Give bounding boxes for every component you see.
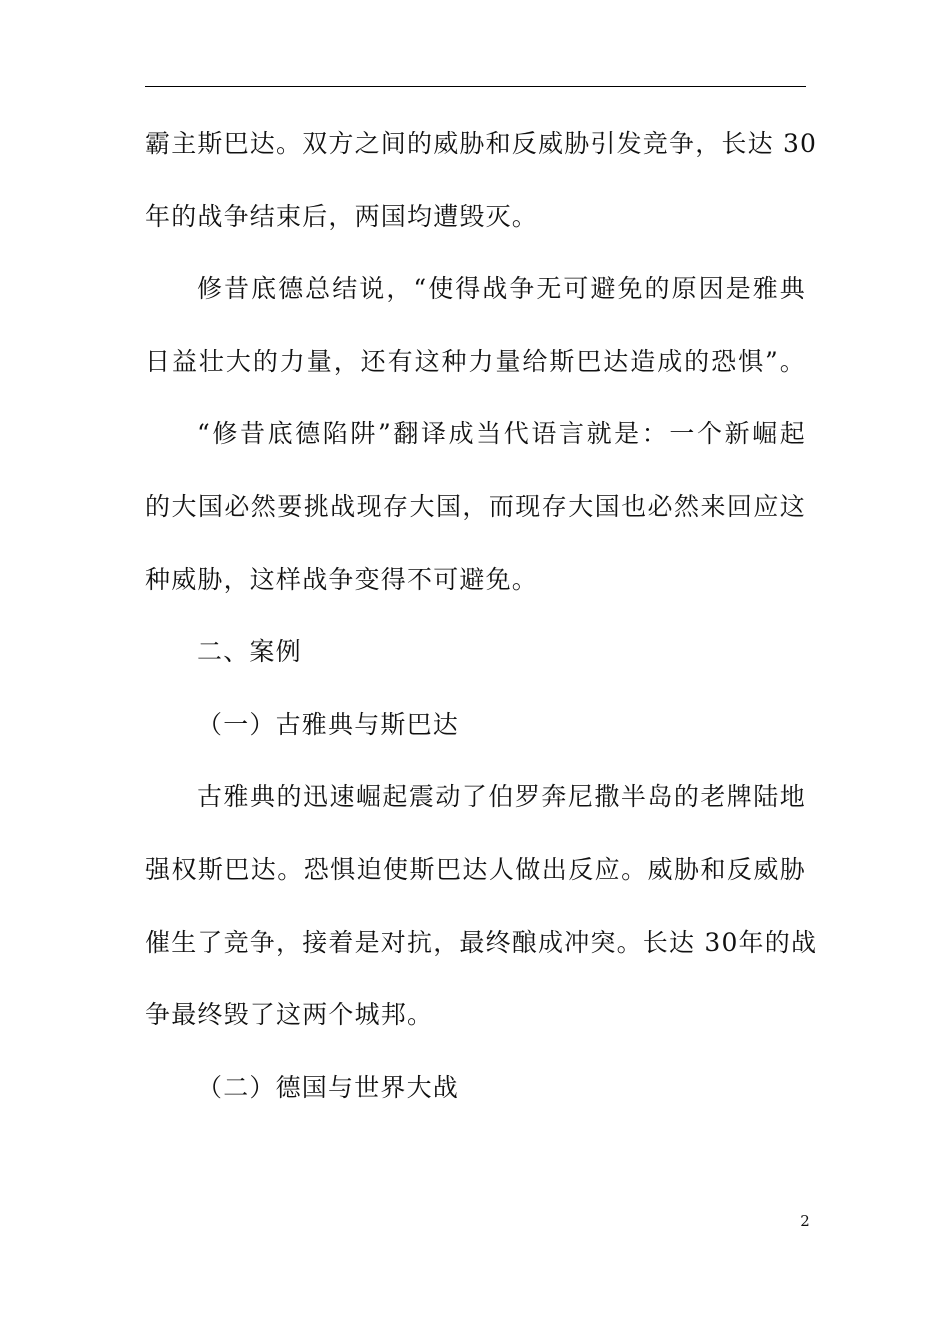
subsection-heading: （一）古雅典与斯巴达 bbox=[197, 709, 460, 739]
header-rule bbox=[145, 86, 806, 87]
text-line: 催生了竞争，接着是对抗，最终酿成冲突。长达 30年的战 bbox=[145, 927, 818, 957]
page-number: 2 bbox=[800, 1212, 810, 1230]
text-line: 的大国必然要挑战现存大国，而现存大国也必然来回应这 bbox=[145, 491, 806, 521]
section-heading: 二、案例 bbox=[197, 637, 302, 667]
subsection-heading: （二）德国与世界大战 bbox=[197, 1072, 460, 1102]
paragraph-start-line: 古雅典的迅速崛起震动了伯罗奔尼撒半岛的老牌陆地 bbox=[197, 782, 806, 812]
text-line: 日益壮大的力量，还有这种力量给斯巴达造成的恐惧”。 bbox=[145, 346, 806, 376]
text-line: 霸主斯巴达。双方之间的威胁和反威胁引发竞争，长达 30 bbox=[145, 129, 818, 158]
text-line: 种威胁，这样战争变得不可避免。 bbox=[145, 564, 539, 594]
text-line: 强权斯巴达。恐惧迫使斯巴达人做出反应。威胁和反威胁 bbox=[145, 854, 806, 884]
text-line: 年的战争结束后，两国均遭毁灭。 bbox=[145, 201, 539, 231]
text-line: 争最终毁了这两个城邦。 bbox=[145, 1000, 434, 1030]
paragraph-start-line: 修昔底德总结说，“使得战争无可避免的原因是雅典 bbox=[197, 274, 806, 304]
paragraph-start-line: “修昔底德陷阱”翻译成当代语言就是：一个新崛起 bbox=[197, 419, 806, 449]
body-text bbox=[145, 108, 818, 1124]
